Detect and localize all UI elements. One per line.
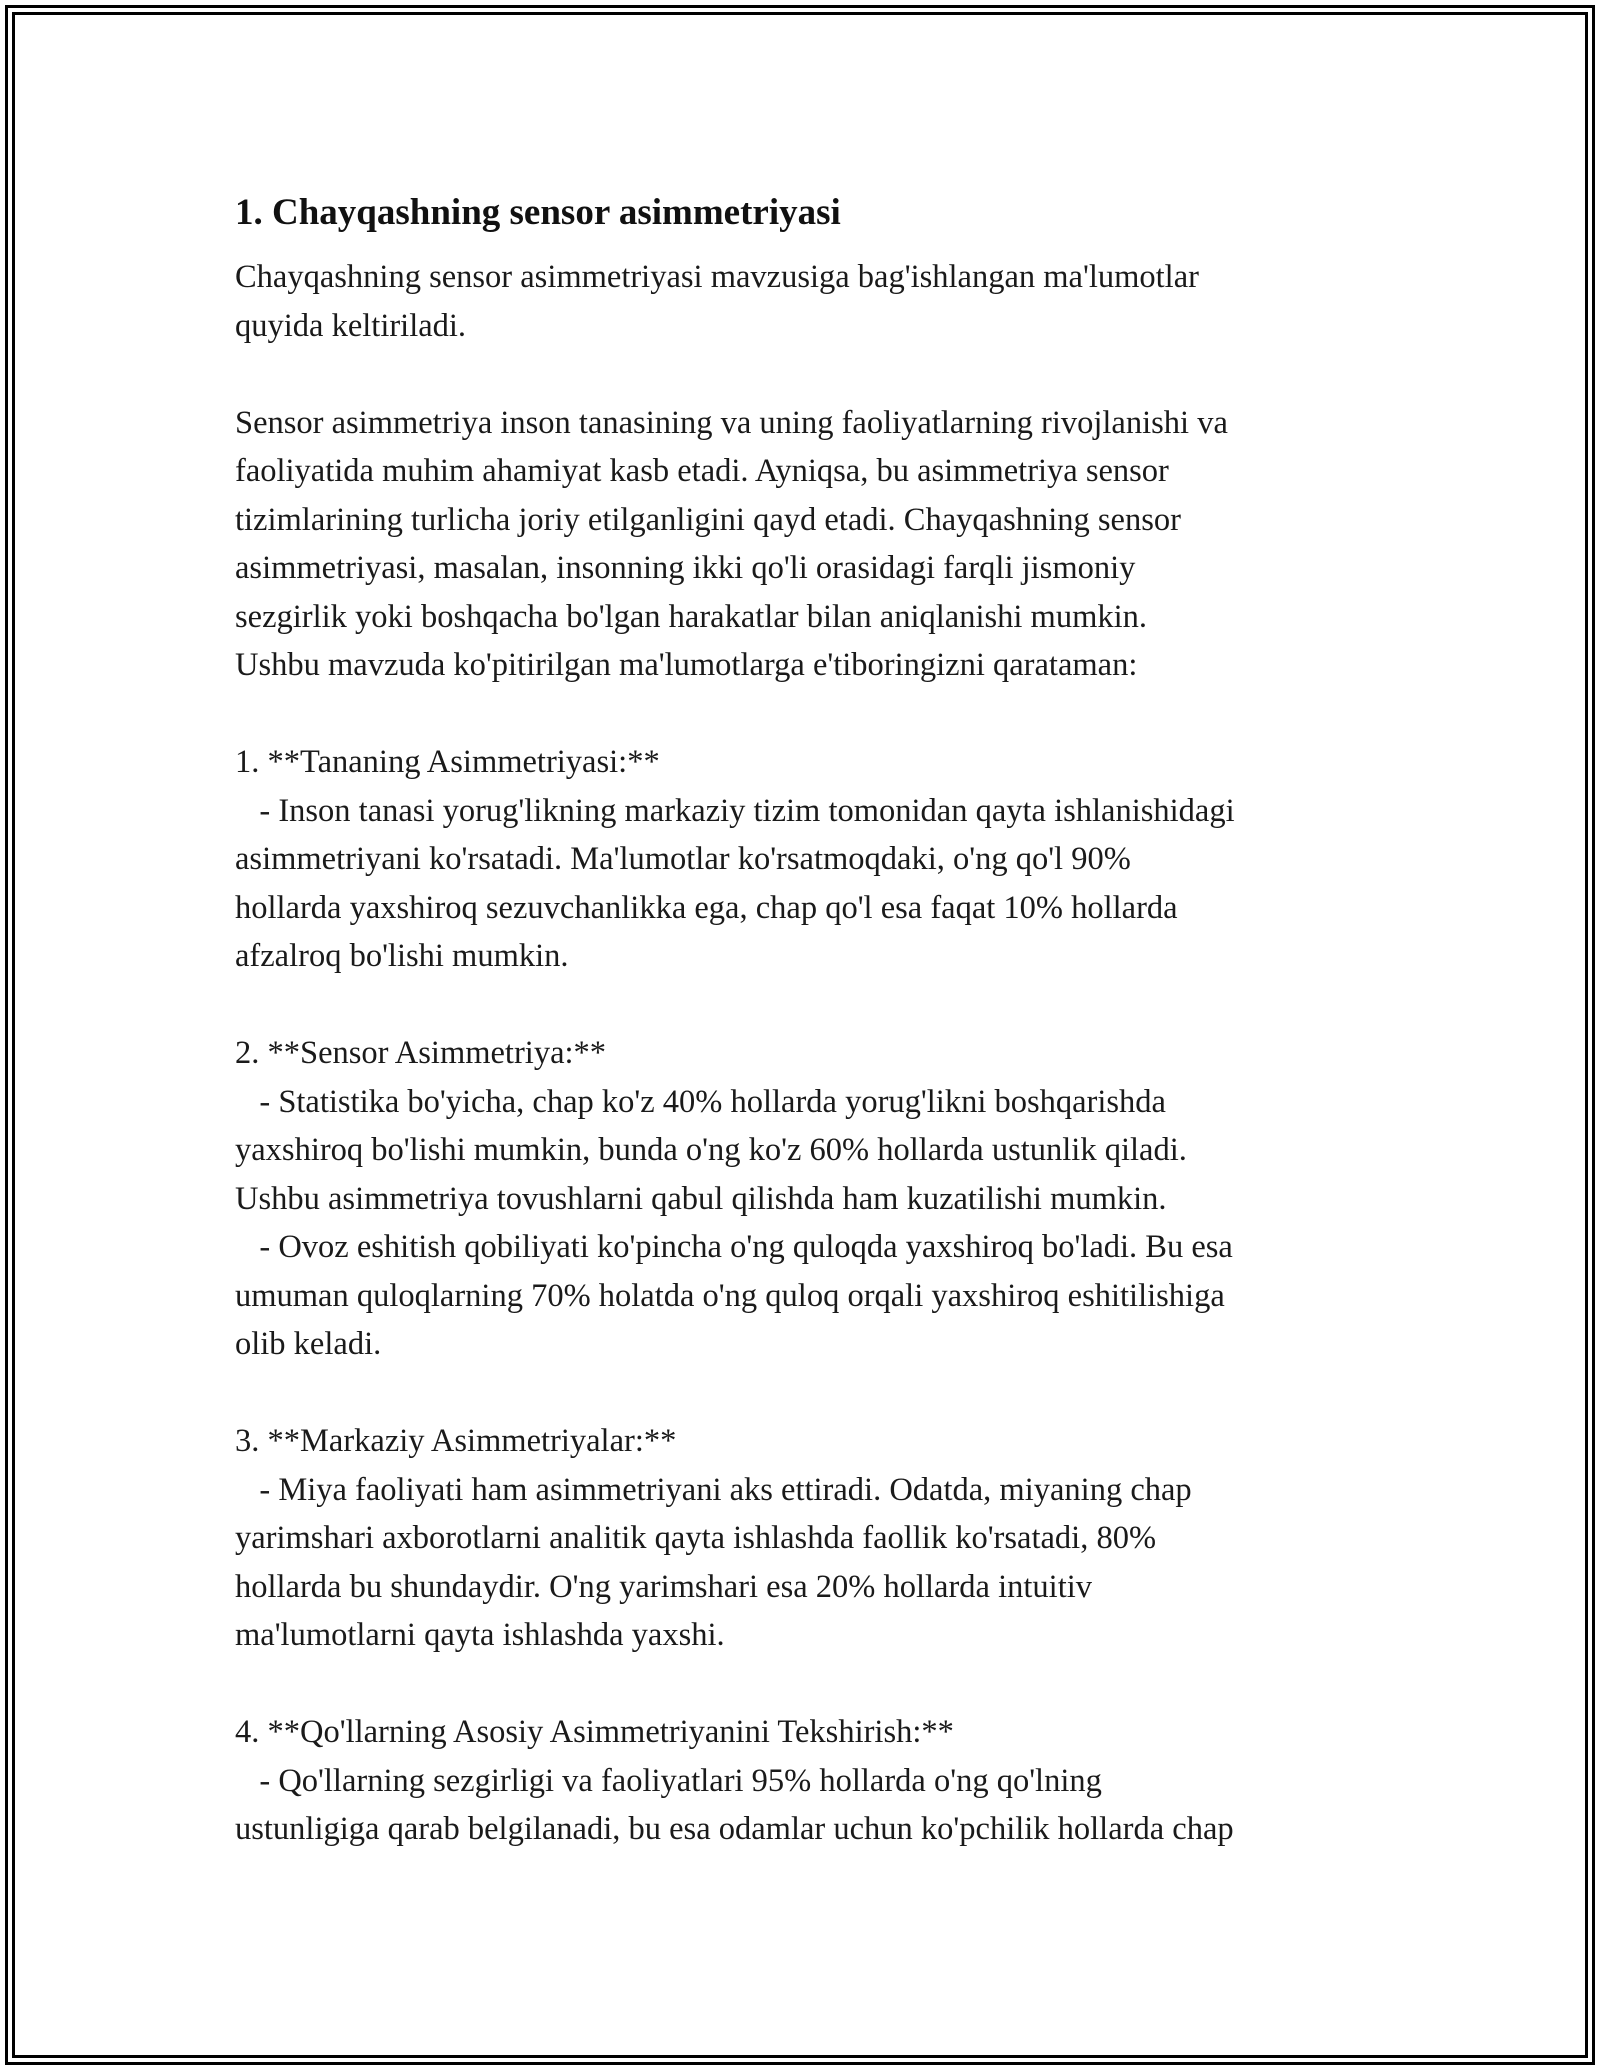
section-heading-2: 2. **Sensor Asimmetriya:** [235, 1035, 607, 1071]
section-body-2: - Statistika bo'yicha, chap ko'z 40% hollarda yorug'likni boshqarishda yaxshiroq bo'lishi mumkin, bunda o'ng ko'z 60% hollarda ustunlik qiladi. Ushbu asimmetriya tovushlarni qabul qilishda ham kuzatilishi mumkin. - Ovoz eshitish qobiliyati ko'pincha o'ng quloqda yaxshiroq bo'ladi. Bu esa umuman quloqlarning 70% holatda o'ng quloq orqali yaxshiroq eshitilishiga olib keladi. [235, 1083, 1233, 1362]
section-body-1: - Inson tanasi yorug'likning markaziy tizim tomonidan qayta ishlanishidagi asimmetriyani ko'rsatadi. Ma'lumotlar ko'rsatmoqdaki, o'ng qo'l 90% hollarda yaxshiroq sezuvchanlikka ega, chap qo'l esa faqat 10% hollarda afzalroq bo'lishi mumkin. [235, 792, 1235, 974]
section-heading-1: 1. **Tananing Asimmetriyasi:** [235, 744, 660, 780]
paragraph-gap [235, 350, 1375, 399]
section-body-3: - Miya faoliyati ham asimmetriyani aks ettiradi. Odatda, miyaning chap yarimshari axborotlarni analitik qayta ishlashda faollik ko'rsatadi, 80% hollarda bu shundaydir. O'ng yarimshari esa 20% hollarda intuitiv ma'lumotlarni qayta ishlashda yaxshi. [235, 1471, 1192, 1653]
section-heading-3: 3. **Markaziy Asimmetriyalar:** [235, 1423, 677, 1459]
paragraph-gap [235, 1369, 1375, 1418]
section-heading-4: 4. **Qo'llarning Asosiy Asimmetriyanini Tekshirish:** [235, 1714, 954, 1750]
paragraph-gap [235, 690, 1375, 739]
paragraph-gap [235, 981, 1375, 1030]
overview-paragraph: Sensor asimmetriya inson tanasining va uning faoliyatlarning rivojlanishi va faoliyatida muhim ahamiyat kasb etadi. Ayniqsa, bu asimmetriya sensor tizimlarining turlicha joriy etilganligini qayd etadi. Chayqashning sensor asimmetriyasi, masalan, insonning ikki qo'li orasidagi farqli jismoniy sezgirlik yoki boshqacha bo'lgan harakatlar bilan aniqlanishi mumkin. Ushbu mavzuda ko'pitirilgan ma'lumotlarga e'tiboringizni qarataman: [235, 404, 1228, 683]
intro-paragraph: Chayqashning sensor asimmetriyasi mavzusiga bag'ishlangan ma'lumotlar quyida keltiriladi. [235, 259, 1199, 344]
section-body-4: - Qo'llarning sezgirligi va faoliyatlari 95% hollarda o'ng qo'lning ustunligiga qarab belgilanadi, bu esa odamlar uchun ko'pchilik hollarda chap [235, 1762, 1234, 1847]
document-title: 1. Chayqashning sensor asimmetriyasi [235, 192, 841, 233]
paragraph-gap [235, 1660, 1375, 1709]
document-page [235, 185, 1375, 1854]
